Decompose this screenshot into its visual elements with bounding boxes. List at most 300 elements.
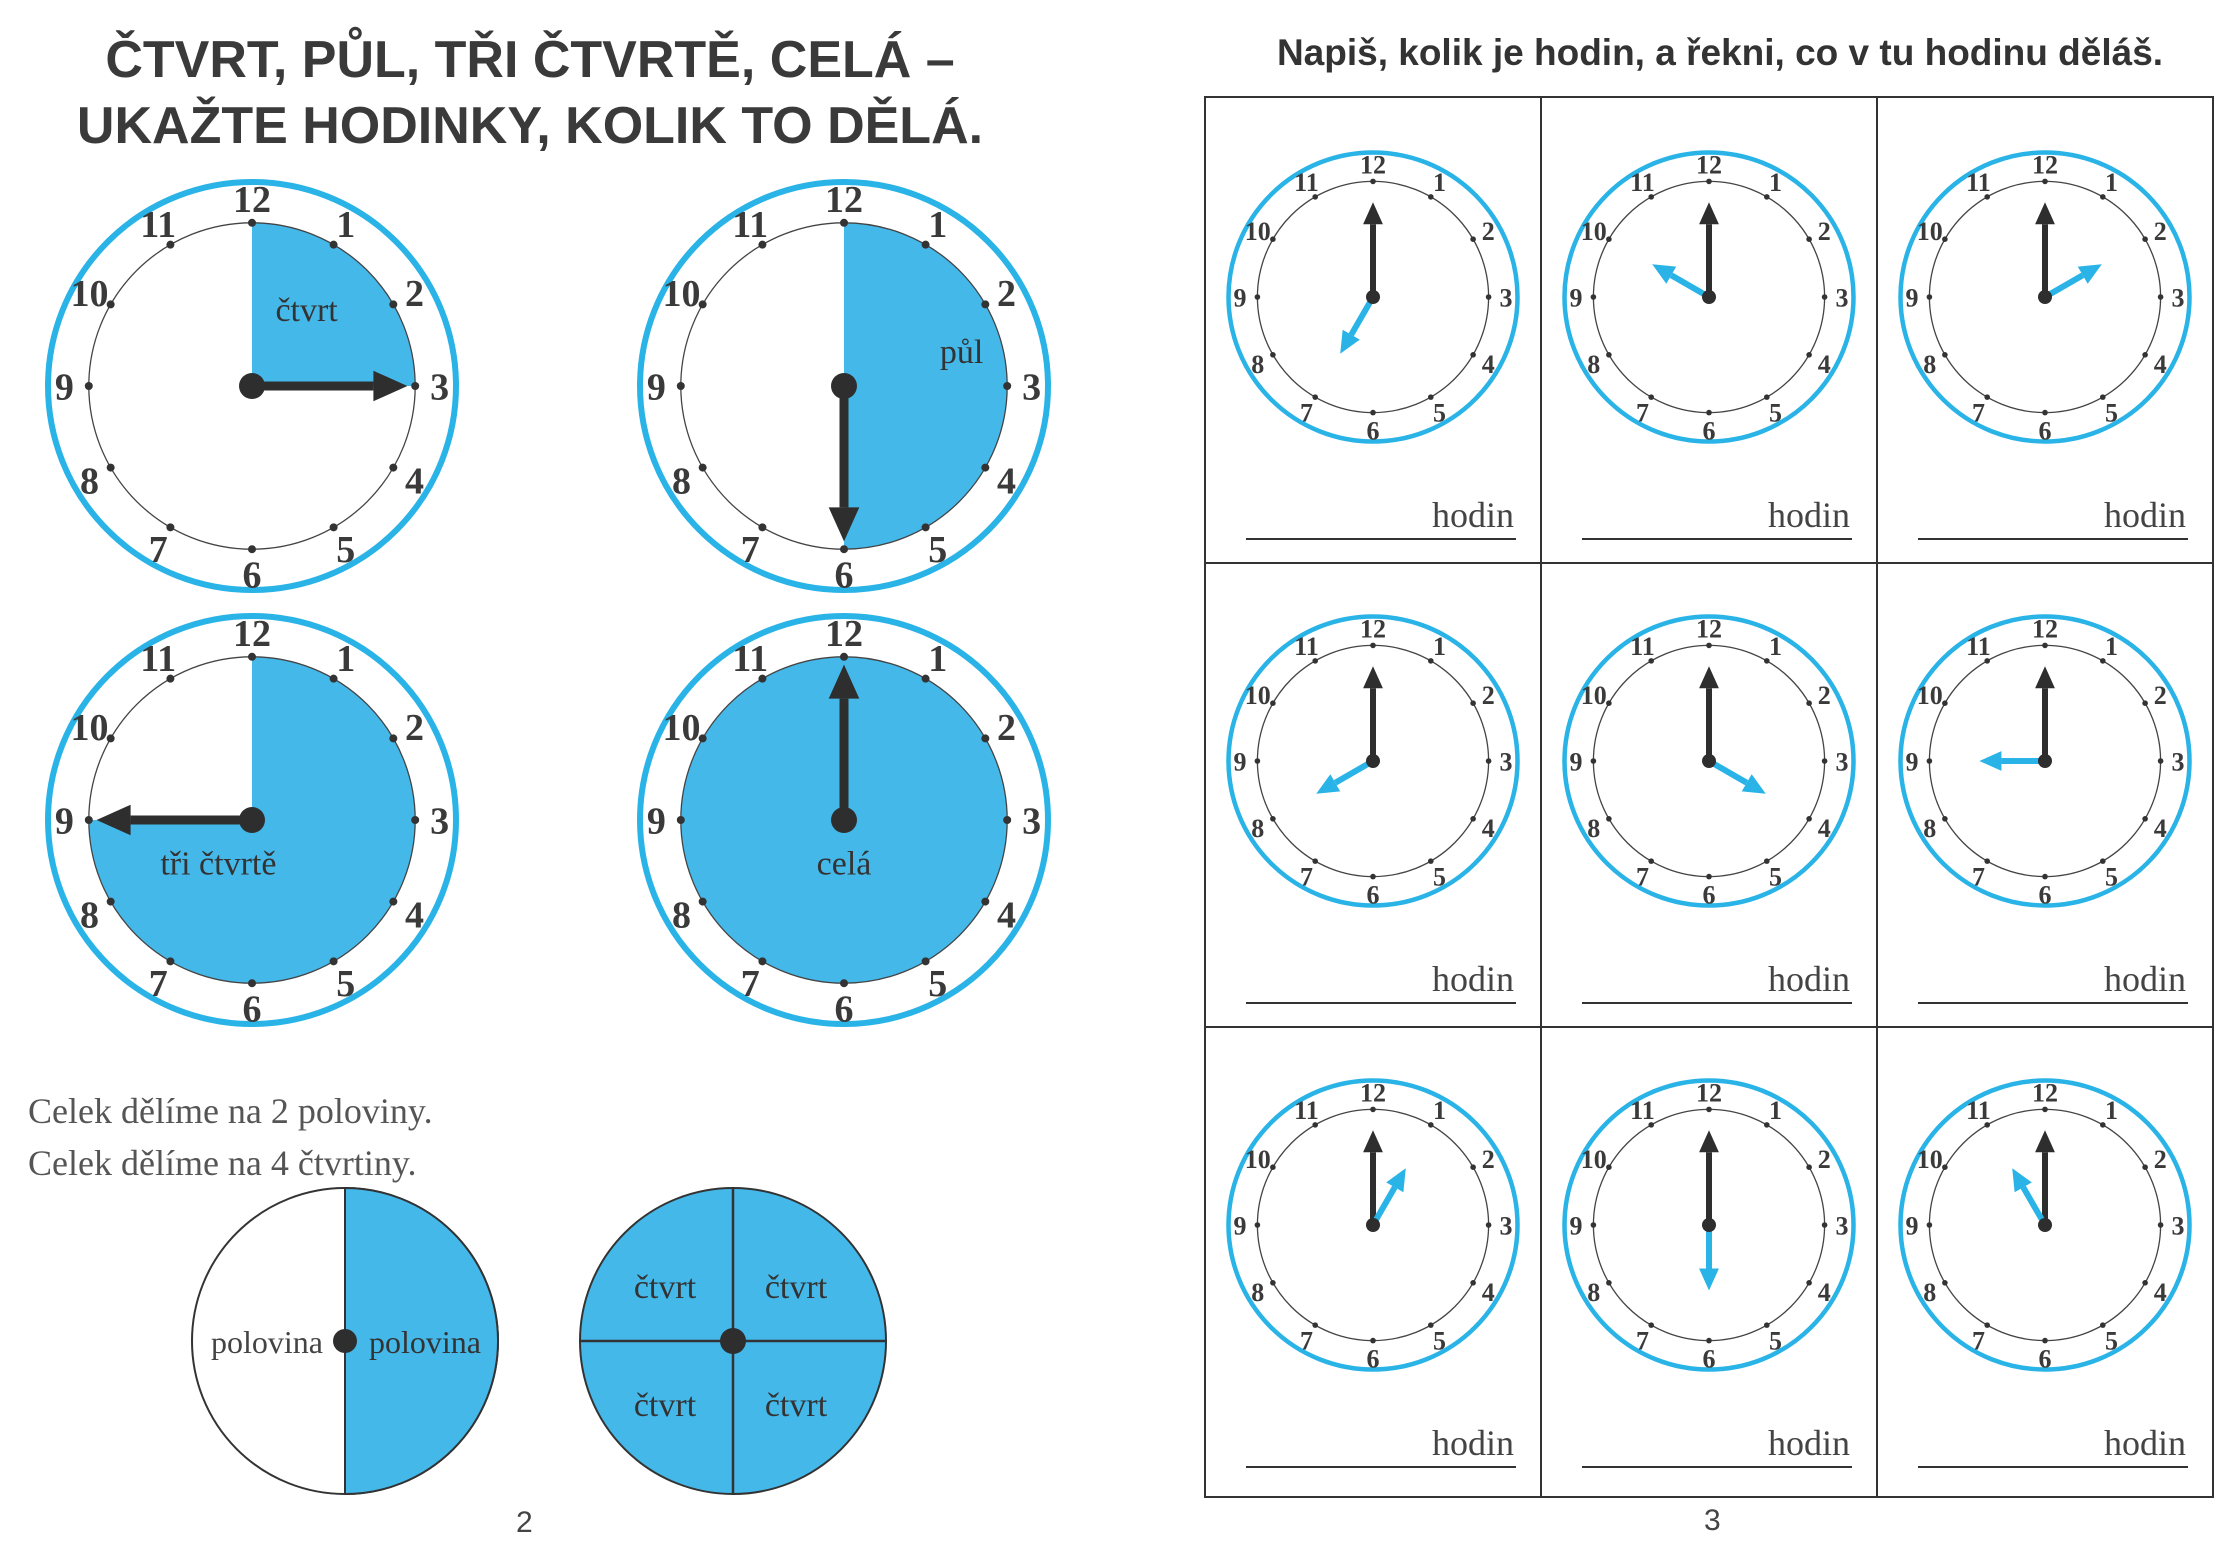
hour-dot [1255, 294, 1261, 300]
hour-numeral: 8 [1251, 813, 1265, 843]
hour-dot [1806, 352, 1812, 358]
answer-line[interactable] [1582, 1002, 1852, 1004]
hour-numeral: 7 [1971, 1326, 1985, 1356]
hour-dot [1255, 1222, 1261, 1228]
answer-line[interactable] [1582, 538, 1852, 540]
hour-dot [1942, 1280, 1948, 1286]
hour-dot [1591, 294, 1597, 300]
answer-hodin-label: hodin [1432, 1423, 1515, 1463]
hour-dot [1942, 816, 1948, 822]
hour-numeral: 7 [740, 529, 760, 572]
hour-numeral: 7 [1635, 862, 1649, 892]
half-right-label: polovina [369, 1324, 481, 1360]
hour-dot [1942, 236, 1948, 242]
hour-dot [1003, 816, 1011, 824]
hour-dot [840, 979, 848, 987]
hour-dot [1942, 700, 1948, 706]
exercise-cell [1878, 1026, 2214, 1490]
page-number-left: 2 [516, 1506, 533, 1539]
hour-numeral: 3 [1499, 1211, 1513, 1241]
hour-dot [1606, 236, 1612, 242]
hour-numeral: 2 [1481, 680, 1495, 710]
hour-numeral: 10 [70, 706, 109, 749]
hour-dot [1470, 700, 1476, 706]
hour-numeral: 4 [1817, 349, 1831, 379]
hour-numeral: 4 [1481, 813, 1495, 843]
hour-dot [2142, 700, 2148, 706]
hour-numeral: 6 [2038, 416, 2052, 446]
hour-dot [1706, 410, 1712, 416]
hour-numeral: 4 [1817, 813, 1831, 843]
hour-numeral: 12 [2032, 614, 2058, 644]
hour-dot [1312, 1322, 1318, 1328]
hour-numeral: 12 [1696, 1078, 1722, 1108]
hour-numeral: 4 [996, 894, 1016, 937]
exercise-cell [1878, 562, 2214, 1026]
answer-line[interactable] [1246, 1002, 1516, 1004]
hour-dot [1606, 1164, 1612, 1170]
hour-dot [107, 898, 115, 906]
hour-numeral: 11 [1630, 632, 1655, 662]
hour-numeral: 5 [1433, 398, 1447, 428]
hour-numeral: 5 [928, 529, 948, 572]
hour-dot [1312, 394, 1318, 400]
hour-dot [1706, 179, 1712, 185]
hour-dot [1984, 394, 1990, 400]
hour-numeral: 5 [928, 963, 948, 1006]
hour-numeral: 9 [1905, 747, 1919, 777]
hour-numeral: 6 [834, 554, 854, 597]
example-clock-half [634, 176, 1054, 596]
exercise-clock [1560, 1076, 1858, 1374]
hour-dot [1591, 758, 1597, 764]
hour-numeral: 6 [242, 554, 262, 597]
hour-dot [1606, 700, 1612, 706]
hour-dot [85, 382, 93, 390]
hour-dot [1003, 382, 1011, 390]
hour-dot [1370, 874, 1376, 880]
hour-numeral: 9 [1233, 283, 1247, 313]
hour-dot [1370, 1107, 1376, 1113]
hour-numeral: 10 [1244, 1144, 1271, 1174]
hour-numeral: 2 [404, 272, 424, 315]
halves-circle [190, 1186, 500, 1496]
hour-dot [1606, 352, 1612, 358]
hour-numeral: 7 [1299, 1326, 1313, 1356]
hour-dot [1984, 858, 1990, 864]
hour-numeral: 3 [1022, 366, 1042, 409]
hour-numeral: 6 [1702, 880, 1716, 910]
exercise-instruction: Napiš, kolik je hodin, a řekni, co v tu hodinu děláš. [1276, 32, 2164, 73]
hour-dot [1822, 758, 1828, 764]
hour-numeral: 6 [1366, 1344, 1380, 1374]
hour-numeral: 4 [996, 460, 1016, 503]
fraction-label: čtvrt [275, 291, 338, 329]
hour-dot [1806, 236, 1812, 242]
hour-dot [1270, 816, 1276, 822]
hour-numeral: 3 [2171, 747, 2185, 777]
hour-numeral: 12 [233, 613, 271, 656]
hour-numeral: 6 [1702, 1344, 1716, 1374]
hour-numeral: 11 [732, 638, 769, 681]
hour-dot [2042, 1107, 2048, 1113]
hour-numeral: 12 [1696, 150, 1722, 180]
example-clock-quarter [42, 176, 462, 596]
quarter-top-left-label: čtvrt [633, 1269, 697, 1306]
answer-hodin-label: hodin [2104, 1423, 2187, 1463]
answer-hodin-label: hodin [1768, 959, 1851, 999]
hour-dot [1270, 1164, 1276, 1170]
hour-numeral: 8 [80, 894, 100, 937]
hour-numeral: 9 [1233, 747, 1247, 777]
hour-numeral: 8 [1923, 1277, 1937, 1307]
hour-dot [1706, 874, 1712, 880]
hour-numeral: 11 [140, 638, 177, 681]
hour-numeral: 4 [404, 460, 424, 503]
hour-numeral: 9 [1569, 1211, 1583, 1241]
hour-numeral: 11 [1294, 168, 1319, 198]
hour-numeral: 5 [1433, 1326, 1447, 1356]
hour-dot [1591, 1222, 1597, 1228]
hour-numeral: 7 [1635, 398, 1649, 428]
exercise-cell [1206, 1026, 1542, 1490]
hour-numeral: 5 [2105, 398, 2119, 428]
hour-dot [1470, 1164, 1476, 1170]
hour-numeral: 6 [1366, 416, 1380, 446]
answer-line[interactable] [1918, 1466, 2188, 1468]
hour-numeral: 5 [1433, 862, 1447, 892]
hour-numeral: 1 [1433, 1096, 1447, 1126]
clock-center [1366, 1218, 1380, 1232]
hour-dot [411, 382, 419, 390]
hour-dot [1606, 1280, 1612, 1286]
hour-numeral: 2 [996, 706, 1016, 749]
hour-dot [1270, 1280, 1276, 1286]
hour-numeral: 4 [1817, 1277, 1831, 1307]
hour-numeral: 12 [2032, 150, 2058, 180]
hour-dot [1706, 1107, 1712, 1113]
hour-numeral: 3 [2171, 283, 2185, 313]
fraction-label: půl [939, 333, 984, 371]
exercise-clock [1560, 148, 1858, 446]
hour-numeral: 11 [732, 204, 769, 247]
hour-dot [1470, 816, 1476, 822]
clock-center [1702, 1218, 1716, 1232]
example-clock-whole [634, 610, 1054, 1030]
answer-hodin-label: hodin [2104, 495, 2187, 535]
hour-numeral: 7 [1971, 862, 1985, 892]
hour-dot [1370, 179, 1376, 185]
hour-numeral: 3 [1835, 283, 1849, 313]
hour-numeral: 2 [996, 272, 1016, 315]
hour-numeral: 4 [1481, 1277, 1495, 1307]
hour-numeral: 1 [2105, 632, 2119, 662]
hour-dot [1255, 758, 1261, 764]
hour-numeral: 2 [2153, 680, 2167, 710]
hour-numeral: 5 [1769, 398, 1783, 428]
exercise-cell [1878, 98, 2214, 562]
page-title-line2: UKAŽTE HODINKY, KOLIK TO DĚLÁ. [76, 97, 984, 155]
hour-numeral: 9 [54, 800, 74, 843]
hour-numeral: 1 [928, 638, 948, 681]
hour-numeral: 9 [54, 366, 74, 409]
hour-numeral: 8 [1923, 813, 1937, 843]
hour-dot [389, 898, 397, 906]
hour-numeral: 12 [1360, 1078, 1386, 1108]
hour-numeral: 12 [2032, 1078, 2058, 1108]
hour-numeral: 8 [1923, 349, 1937, 379]
answer-hodin-label: hodin [1768, 495, 1851, 535]
hour-numeral: 5 [336, 529, 356, 572]
answer-line[interactable] [1918, 538, 2188, 540]
clock-center [2038, 754, 2052, 768]
hour-numeral: 1 [928, 204, 948, 247]
fraction-label: tři čtvrtě [160, 845, 277, 883]
hour-numeral: 4 [2153, 1277, 2167, 1307]
hour-numeral: 12 [233, 179, 271, 222]
hour-dot [1370, 410, 1376, 416]
clock-center [831, 373, 857, 399]
hour-numeral: 10 [1580, 1144, 1607, 1174]
hour-numeral: 7 [1299, 862, 1313, 892]
text-halves: Celek dělíme na 2 poloviny. [28, 1091, 433, 1131]
hour-numeral: 5 [1769, 1326, 1783, 1356]
hour-dot [2158, 758, 2164, 764]
exercise-cell [1542, 98, 1878, 562]
hour-numeral: 5 [2105, 1326, 2119, 1356]
hour-numeral: 6 [1366, 880, 1380, 910]
hour-dot [699, 898, 707, 906]
hour-dot [2042, 874, 2048, 880]
hour-dot [107, 464, 115, 472]
hour-dot [1806, 816, 1812, 822]
hour-dot [1706, 643, 1712, 649]
hour-numeral: 1 [1769, 1096, 1783, 1126]
hour-numeral: 12 [825, 613, 863, 656]
hour-numeral: 8 [1251, 1277, 1265, 1307]
answer-line[interactable] [1918, 1002, 2188, 1004]
clock-center [1702, 290, 1716, 304]
hour-dot [677, 816, 685, 824]
exercise-clock [1224, 1076, 1522, 1374]
hour-dot [1270, 236, 1276, 242]
hour-dot [1486, 758, 1492, 764]
hour-numeral: 12 [1360, 614, 1386, 644]
hour-numeral: 11 [1966, 632, 1991, 662]
hour-numeral: 1 [1433, 168, 1447, 198]
hour-dot [2042, 179, 2048, 185]
hour-numeral: 10 [1580, 680, 1607, 710]
hour-dot [1486, 294, 1492, 300]
hour-dot [981, 898, 989, 906]
quarter-bottom-left-label: čtvrt [633, 1387, 697, 1424]
hour-numeral: 8 [672, 460, 692, 503]
hour-numeral: 5 [336, 963, 356, 1006]
clock-center [2038, 290, 2052, 304]
hour-numeral: 10 [1244, 680, 1271, 710]
quarter-bottom-right-label: čtvrt [764, 1387, 828, 1424]
hour-numeral: 10 [1916, 680, 1943, 710]
hour-dot [2042, 410, 2048, 416]
hour-numeral: 9 [646, 800, 666, 843]
hour-dot [1486, 1222, 1492, 1228]
hour-dot [1312, 858, 1318, 864]
hour-numeral: 12 [1696, 614, 1722, 644]
hour-dot [248, 979, 256, 987]
hour-dot [411, 816, 419, 824]
exercise-clock [1560, 612, 1858, 910]
clock-center [1702, 754, 1716, 768]
hour-numeral: 3 [430, 366, 450, 409]
hour-dot [981, 464, 989, 472]
hour-numeral: 12 [1360, 150, 1386, 180]
clock-center [239, 807, 265, 833]
quarter-top-right-label: čtvrt [764, 1269, 828, 1306]
hour-numeral: 11 [1630, 1096, 1655, 1126]
hour-numeral: 2 [1481, 216, 1495, 246]
hour-dot [1370, 643, 1376, 649]
hour-numeral: 3 [1835, 1211, 1849, 1241]
hour-numeral: 8 [1587, 813, 1601, 843]
hour-numeral: 3 [1835, 747, 1849, 777]
hour-dot [1270, 700, 1276, 706]
exercise-grid [1204, 96, 2214, 1498]
hour-numeral: 10 [1916, 1144, 1943, 1174]
page-title-line1: ČTVRT, PŮL, TŘI ČTVRTĚ, CELÁ – [105, 31, 955, 89]
hour-numeral: 7 [1299, 398, 1313, 428]
hour-numeral: 5 [1769, 862, 1783, 892]
hour-dot [2158, 294, 2164, 300]
answer-hodin-label: hodin [1432, 959, 1515, 999]
hour-dot [1942, 1164, 1948, 1170]
hour-numeral: 5 [2105, 862, 2119, 892]
hour-dot [2142, 1164, 2148, 1170]
hour-dot [389, 734, 397, 742]
hour-numeral: 1 [2105, 168, 2119, 198]
hour-numeral: 8 [1587, 1277, 1601, 1307]
hour-numeral: 9 [1905, 283, 1919, 313]
hour-numeral: 4 [2153, 813, 2167, 843]
exercise-clock [1896, 612, 2194, 910]
hour-numeral: 7 [148, 963, 168, 1006]
hour-numeral: 2 [404, 706, 424, 749]
clock-center [2038, 1218, 2052, 1232]
hour-numeral: 6 [2038, 880, 2052, 910]
answer-line[interactable] [1246, 538, 1516, 540]
hour-numeral: 8 [672, 894, 692, 937]
hour-dot [1606, 816, 1612, 822]
answer-hodin-label: hodin [1432, 495, 1515, 535]
hour-numeral: 10 [1916, 216, 1943, 246]
hour-numeral: 11 [1630, 168, 1655, 198]
hour-dot [981, 734, 989, 742]
hour-dot [248, 545, 256, 553]
hour-dot [981, 300, 989, 308]
hour-dot [1648, 394, 1654, 400]
hour-numeral: 10 [662, 706, 701, 749]
hour-numeral: 8 [80, 460, 100, 503]
hour-dot [1648, 858, 1654, 864]
fraction-label: celá [816, 845, 872, 883]
hour-dot [677, 382, 685, 390]
hour-dot [699, 464, 707, 472]
hour-dot [1706, 1338, 1712, 1344]
hour-dot [1470, 352, 1476, 358]
right-page [1120, 0, 2240, 1560]
hour-numeral: 2 [1481, 1144, 1495, 1174]
answer-line[interactable] [1246, 1466, 1516, 1468]
hour-numeral: 6 [834, 988, 854, 1031]
hour-numeral: 7 [1971, 398, 1985, 428]
page-number-right: 3 [1704, 1504, 1721, 1537]
hour-dot [1470, 1280, 1476, 1286]
hour-numeral: 9 [646, 366, 666, 409]
hour-dot [1806, 1164, 1812, 1170]
hour-numeral: 4 [404, 894, 424, 937]
hour-dot [2042, 1338, 2048, 1344]
hour-dot [1927, 758, 1933, 764]
hour-numeral: 2 [1817, 1144, 1831, 1174]
hour-dot [85, 816, 93, 824]
hour-numeral: 9 [1569, 747, 1583, 777]
hour-numeral: 11 [1294, 1096, 1319, 1126]
exercise-cell [1542, 562, 1878, 1026]
hour-dot [1370, 1338, 1376, 1344]
hour-numeral: 3 [1499, 747, 1513, 777]
exercise-cell [1206, 98, 1542, 562]
hour-numeral: 12 [825, 179, 863, 222]
exercise-clock [1224, 612, 1522, 910]
hour-numeral: 7 [148, 529, 168, 572]
hour-dot [840, 545, 848, 553]
hour-numeral: 11 [1294, 632, 1319, 662]
hour-dot [1927, 1222, 1933, 1228]
hour-dot [1927, 294, 1933, 300]
hour-numeral: 11 [140, 204, 177, 247]
hour-numeral: 4 [2153, 349, 2167, 379]
answer-line[interactable] [1582, 1466, 1852, 1468]
hour-numeral: 10 [70, 272, 109, 315]
hour-dot [2142, 236, 2148, 242]
hour-numeral: 10 [1244, 216, 1271, 246]
clock-center [831, 807, 857, 833]
hour-dot [1822, 294, 1828, 300]
answer-hodin-label: hodin [1768, 1423, 1851, 1463]
hour-numeral: 8 [1587, 349, 1601, 379]
hour-numeral: 3 [2171, 1211, 2185, 1241]
exercise-clock [1896, 148, 2194, 446]
hour-numeral: 6 [1702, 416, 1716, 446]
hour-numeral: 9 [1233, 1211, 1247, 1241]
hour-numeral: 2 [1817, 216, 1831, 246]
example-clock-three-quarters [42, 610, 462, 1030]
hour-numeral: 7 [1635, 1326, 1649, 1356]
hour-numeral: 10 [662, 272, 701, 315]
hour-dot [1942, 352, 1948, 358]
hour-numeral: 8 [1251, 349, 1265, 379]
hour-numeral: 1 [1769, 632, 1783, 662]
hour-numeral: 1 [1433, 632, 1447, 662]
hour-dot [1806, 1280, 1812, 1286]
hour-dot [2042, 643, 2048, 649]
hour-numeral: 2 [1817, 680, 1831, 710]
hour-numeral: 2 [2153, 1144, 2167, 1174]
hour-dot [2158, 1222, 2164, 1228]
hour-numeral: 1 [336, 638, 356, 681]
hour-numeral: 4 [1481, 349, 1495, 379]
half-left-label: polovina [211, 1324, 323, 1360]
hour-numeral: 1 [2105, 1096, 2119, 1126]
